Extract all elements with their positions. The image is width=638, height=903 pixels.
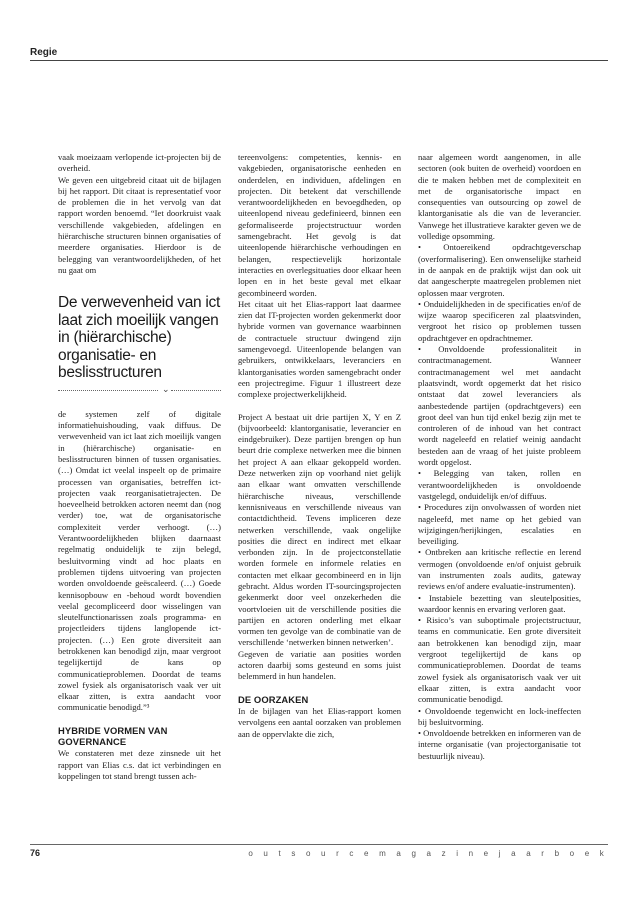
text-column-3 xyxy=(418,152,581,762)
bullet-item: • Instabiele bezetting van sleutelposities, waardoor kennis en ervaring verloren gaat. xyxy=(418,592,581,614)
bullet-item: • Onvoldoende betrekken en informeren van de interne organisatie (van projectorganisatie tot bestuurlijk niveau). xyxy=(418,728,581,761)
bullet-item: • Procedures zijn onvolwassen of worden niet nageleefd, met name op het gebied van wijzigingen/herijkingen, escalaties en beveiliging. xyxy=(418,502,581,547)
paragraph: tereenvolgens: competenties, kennis- en vakgebieden, organisatorische eenheden en onderdelen, en individuen, afdelingen en projecten. Dit betekent dat verschillende verantwoordelijkheden en bevoegdheden, op uiteenlopend niveau gedefinieerd, binnen een geformaliseerde projectstructuur worden samengebracht. Het gevolg is dat uiteenlopende hiërarchische verhoudingen en belangen, respectievelijk horizontale interacties en overlegsituaties door elkaar heen lopen en in het beste geval met elkaar gecombineerd worden. xyxy=(238,152,401,298)
paragraph: We constateren met deze zinsnede uit het rapport van Elias c.s. dat ict verbindingen en koppelingen tot stand brengt tussen ach- xyxy=(58,748,221,781)
paragraph: In de bijlagen van het Elias-rapport komen vervolgens een aantal oorzaken van problemen aan de oppervlakte die zich, xyxy=(238,705,401,739)
magazine-name: o u t s o u r c e m a g a z i n e j a a r b o e k xyxy=(248,849,608,858)
page-number: 76 xyxy=(30,848,41,858)
dotted-rule-left xyxy=(58,390,158,391)
text-column-1 xyxy=(58,152,221,782)
paragraph: Project A bestaat uit drie partijen X, Y en Z (bijvoorbeeld: klantorganisatie, leverancier en eindgebruiker). Deze partijen brengen op hun beurt drie complexe netwerken mee die binnen het project A aan elkaar gekoppeld worden. Deze netwerken zijn op voorhand niet gelijk aan elkaar want omvatten verschillende hiërarchische niveaus, verschillende kennisniveaus en verschillende niveaus van contactdichtheid. Tevens impliceren deze netwerken verschillende, vaak ongelijke posities die direct en indirect met elkaar verbonden zijn. In de projectconstellatie worden formele en informele relaties en contacten met elkaar gecombineerd en in lijn gebracht. Aldus worden IT-sourcingsprojecten gekenmerkt door veel onzekerheden die voortvloeien uit de verschillende posities die partijen en actoren onderling met elkaar vormen ten gevolge van de combinatie van de verschillende ‘netwerken binnen netwerken’. xyxy=(238,411,401,648)
bullet-item: • Ontoereikend opdrachtgeverschap (overformalisering). Een onwenselijke starheid in de aanpak en de praktijk wijst dan ook uit dat aangescherpte maatregelen problemen niet oplossen maar vergroten. xyxy=(418,242,581,298)
section-label: Regie xyxy=(30,47,58,58)
paragraph: Gegeven de variatie aan posities worden actoren daarbij soms gesteund en soms juist belemmerd in hun handelen. xyxy=(238,648,401,682)
bullet-item: • Ontbreken aan kritische reflectie en lerend vermogen (onvoldoende en/of onjuist gebruik van instrumenten zoals audits, gateway reviews en/of andere evaluatie-instrumenten). xyxy=(418,547,581,592)
paragraph: de systemen zelf of digitale informatiehuishouding, vaak diffuus. De verwevenheid van ict laat zich moeilijk vangen in (hiërarchische) organisatie- en beslisstructuren binnen of tussen organisaties. (…) Omdat ict veelal inspeelt op de primaire processen van organisaties, betreffen ict-projecten vaak reorganisatietrajecten. De hoeveelheid betrokken actoren neemt dan (nog verder) toe, wat de organisatorische complexiteit verder verhoogt. (…) Verantwoordelijkheden blijken daarnaast regelmatig onduidelijk te zijn belegd, besluitvorming vindt ad hoc plaats en problemen tijdens uitvoering van projecten worden onvoldoende geëscaleerd. (…) Goede kennisopbouw en -behoud wordt bovendien veelal gecompliceerd door wisselingen van sleutelfunctionarissen zoals programma- en projectleiders tijdens langlopende ict-projecten. (…) Een grote diversiteit aan betrokkenen kan benodigd zijn, maar vergroot tegelijkertijd de kans op communicatieproblemen. Doordat de teams zowel fysiek als organisatorisch vaak ver uit elkaar zitten, is extra aandacht voor communicatie benodigd.”³ xyxy=(58,408,221,713)
subheading: HYBRIDE VORMEN VAN GOVERNANCE xyxy=(58,724,168,748)
paragraph: We geven een uitgebreid citaat uit de bijlagen bij het rapport. Dit citaat is representatief voor de problemen die in het vervolg van dat rapport worden benoemd. “Iet doorkruist vaak verschillende vakgebieden, afdelingen en hiërarchische structuren binnen organisaties of meerdere organisaties. Hierdoor is de belegging van verantwoordelijkheden, of het nu gaat om xyxy=(58,174,221,275)
bullet-item: • Onvoldoende professionaliteit in contractmanagement. Wanneer contractmanagement wel met aandacht plaatsvindt, wordt opgemerkt dat het risico ontstaat dat zowel leveranciers als aanbestedende partijen (opdrachtgevers) een groot deel van hun tijd enkel bezig zijn met te controleren of de inhoud van het contract wordt nageleefd en relatief weinig aandacht besteden aan de vraag of het juiste probleem wordt opgelost. xyxy=(418,344,581,468)
paragraph: naar algemeen wordt aangenomen, in alle sectoren (ook buiten de overheid) voordoen en die te maken hebben met de complexiteit en met de organisatorische impact en consequenties van outsourcing op zowel de klantorganisatie als die van de leverancier. Vanwege het illustratieve karakter geven we de volledige opsomming. xyxy=(418,152,581,242)
pull-quote-divider xyxy=(58,385,221,397)
pull-quote: De verwevenheid van ict laat zich moeilijk vangen in (hiërarchische) organisatie- en beslisstructuren xyxy=(58,294,220,382)
bullet-item: • Risico’s van suboptimale projectstructuur, teams en communicatie. Een grote diversiteit aan betrokkenen kan benodigd zijn, maar vergroot tegelijkertijd de kans op communicatieproblemen. Doordat de teams zowel fysiek als organisatorisch vaak ver uit elkaar zitten, is extra aandacht voor communicatie benodigd. xyxy=(418,615,581,705)
paragraph: vaak moeizaam verlopende ict-projecten bij de overheid. xyxy=(58,152,221,174)
bullet-item: • Onvoldoende tegenwicht en lock-ineffecten bij besluitvorming. xyxy=(418,705,581,727)
bullet-item: • Belegging van taken, rollen en verantwoordelijkheden is onvoldoende vastgelegd, onduidelijk en/of diffuus. xyxy=(418,468,581,501)
text-column-2 xyxy=(238,152,401,740)
subheading: DE OORZAKEN xyxy=(238,693,309,705)
chevron-down-icon: ⌄ xyxy=(162,384,170,395)
paragraph: Het citaat uit het Elias-rapport laat daarmee zien dat IT-projecten worden gekenmerkt door hybride vormen van governance waarbinnen de contractuele structuur dwingend zijn samengevoegd. Uiteenlopende belangen van gebruikers, ontwikkelaars, leveranciers en klantorganisaties worden samengebracht onder een projectregime. Figuur 1 illustreert deze complexe projectwerkelijkheid. xyxy=(238,298,401,400)
bullet-item: • Onduidelijkheden in de specificaties en/of de wijze waarop specificeren zal plaatsvinden, vergroot het risico op problemen tussen opdrachtgever en opdrachtnemer. xyxy=(418,298,581,343)
dotted-rule-right xyxy=(171,390,221,391)
footer-rule xyxy=(30,844,608,845)
header-rule xyxy=(30,60,608,61)
